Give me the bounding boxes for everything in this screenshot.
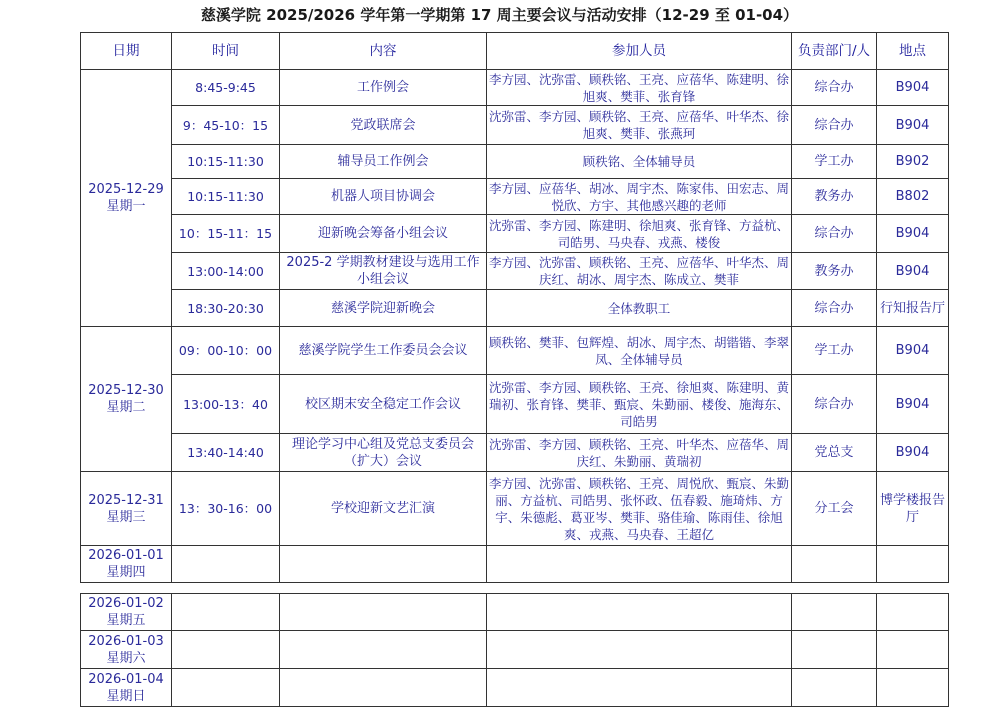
table-row: [81, 145, 949, 179]
table-row: [81, 472, 949, 546]
header-dept: 负责部门/人: [792, 33, 877, 70]
time-cell: 8:45-9:45: [172, 70, 280, 106]
participants-cell: 顾秩铭、全体辅导员: [487, 145, 792, 179]
participants-cell: 全体教职工: [487, 290, 792, 327]
dept-cell: 分工会: [792, 472, 877, 546]
weekday-text: 星期三: [106, 509, 146, 525]
date-text: 2026-01-02: [88, 596, 164, 611]
dept-cell: 综合办: [792, 215, 877, 253]
time-cell: 18:30-20:30: [172, 290, 280, 327]
table-row: [81, 253, 949, 290]
place-cell: B904: [877, 253, 949, 290]
date-text: 2026-01-03: [88, 633, 164, 649]
dept-cell: 综合办: [792, 375, 877, 434]
participants-cell: 沈弥雷、李方园、顾秩铭、王亮、叶华杰、应蓓华、周庆红、朱勤丽、黄瑞初: [487, 434, 792, 472]
place-cell: B904: [877, 327, 949, 375]
place-cell: 博学楼报告厅: [877, 472, 949, 546]
time-cell: 10：15-11：15: [172, 215, 280, 253]
weekday-text: 星期五: [106, 613, 146, 628]
place-cell: 行知报告厅: [877, 290, 949, 327]
time-cell: 13:00-14:00: [172, 253, 280, 290]
table-row: [81, 70, 949, 106]
date-text: 2026-01-04: [88, 671, 164, 687]
dept-cell: 教务办: [792, 179, 877, 215]
table-row: [81, 546, 949, 583]
content-cell: 学校迎新文艺汇演: [280, 472, 487, 546]
empty-cell: [280, 594, 487, 631]
date-cell: [81, 70, 172, 327]
participants-cell: 李方园、应蓓华、胡冰、周宇杰、陈家伟、田宏志、周悦欣、方宇、其他感兴趣的老师: [487, 179, 792, 215]
empty-cell: [487, 669, 792, 707]
header-content: 内容: [280, 33, 487, 70]
empty-cell: [877, 594, 949, 631]
date-cell: [81, 594, 172, 631]
empty-cell: [172, 594, 280, 631]
date-text: 2025-12-30: [88, 383, 164, 398]
time-cell: 13:00-13：40: [172, 375, 280, 434]
dept-cell: 综合办: [792, 70, 877, 106]
empty-cell: [487, 594, 792, 631]
empty-cell: [792, 546, 877, 583]
place-cell: B802: [877, 179, 949, 215]
date-text: 2025-12-31: [88, 492, 164, 508]
time-cell: 09：00-10：00: [172, 327, 280, 375]
time-cell: 10:15-11:30: [172, 179, 280, 215]
empty-cell: [280, 669, 487, 707]
table-row: [81, 215, 949, 253]
dept-cell: 教务办: [792, 253, 877, 290]
table-row: [81, 179, 949, 215]
header-row: [81, 33, 949, 70]
empty-cell: [487, 631, 792, 669]
content-cell: 工作例会: [280, 70, 487, 106]
participants-cell: 李方园、沈弥雷、顾秩铭、王亮、应蓓华、叶华杰、周庆红、胡冰、周宇杰、陈成立、樊菲: [487, 253, 792, 290]
content-cell: 党政联席会: [280, 106, 487, 145]
place-cell: B902: [877, 145, 949, 179]
participants-cell: 沈弥雷、李方园、陈建明、徐旭爽、张育锋、方益杭、司皓男、马央春、戎燕、楼俊: [487, 215, 792, 253]
date-cell: [81, 327, 172, 472]
date-text: 2026-01-01: [88, 548, 164, 563]
table-row: [81, 631, 949, 669]
dept-cell: 学工办: [792, 327, 877, 375]
place-cell: B904: [877, 70, 949, 106]
empty-cell: [877, 546, 949, 583]
date-cell: [81, 472, 172, 546]
date-cell: [81, 669, 172, 707]
place-cell: B904: [877, 215, 949, 253]
date-text: 2025-12-29: [88, 182, 164, 197]
header-date: 日期: [81, 33, 172, 70]
empty-cell: [792, 594, 877, 631]
empty-cell: [792, 669, 877, 707]
date-cell: [81, 546, 172, 583]
empty-cell: [877, 631, 949, 669]
dept-cell: 党总支: [792, 434, 877, 472]
place-cell: B904: [877, 106, 949, 145]
content-cell: 迎新晚会筹备小组会议: [280, 215, 487, 253]
time-cell: 13:40-14:40: [172, 434, 280, 472]
dept-cell: 学工办: [792, 145, 877, 179]
participants-cell: 李方园、沈弥雷、顾秩铭、王亮、应蓓华、陈建明、徐旭爽、樊菲、张育锋: [487, 70, 792, 106]
header-participants: 参加人员: [487, 33, 792, 70]
weekday-text: 星期四: [106, 565, 146, 580]
table-row: [81, 669, 949, 707]
empty-cell: [487, 546, 792, 583]
dept-cell: 综合办: [792, 106, 877, 145]
weekday-text: 星期六: [106, 650, 146, 666]
participants-cell: 顾秩铭、樊菲、包辉煌、胡冰、周宇杰、胡锴锴、李翠凤、全体辅导员: [487, 327, 792, 375]
table-row: [81, 290, 949, 327]
empty-cell: [280, 546, 487, 583]
content-cell: 慈溪学院迎新晚会: [280, 290, 487, 327]
place-cell: B904: [877, 375, 949, 434]
table-row: [81, 106, 949, 145]
content-cell: 慈溪学院学生工作委员会会议: [280, 327, 487, 375]
time-cell: 9：45-10：15: [172, 106, 280, 145]
table-row: [81, 375, 949, 434]
schedule-table: [80, 32, 949, 583]
weekday-text: 星期日: [106, 688, 146, 704]
place-cell: B904: [877, 434, 949, 472]
participants-cell: 沈弥雷、李方园、顾秩铭、王亮、徐旭爽、陈建明、黄瑞初、张育锋、樊菲、甄宸、朱勤丽、楼俊、施海东、司皓男: [487, 375, 792, 434]
participants-cell: 沈弥雷、李方园、顾秩铭、王亮、应蓓华、叶华杰、徐旭爽、樊菲、张燕珂: [487, 106, 792, 145]
table-row: [81, 594, 949, 631]
time-cell: 13：30-16：00: [172, 472, 280, 546]
schedule-table-continued: [80, 593, 949, 707]
content-cell: 校区期末安全稳定工作会议: [280, 375, 487, 434]
page-title: 慈溪学院 2025/2026 学年第一学期第 17 周主要会议与活动安排（12-29 至 01-04）: [200, 6, 799, 24]
content-cell: 2025-2 学期教材建设与选用工作小组会议: [280, 253, 487, 290]
empty-cell: [172, 631, 280, 669]
participants-cell: 李方园、沈弥雷、顾秩铭、王亮、周悦欣、甄宸、朱勤丽、方益杭、司皓男、张怀政、伍春毅、施琦炜、方宇、朱德彪、葛亚岑、樊菲、骆佳瑜、陈雨佳、徐旭爽、戎燕、马央春、王超亿: [487, 472, 792, 546]
header-time: 时间: [172, 33, 280, 70]
table-row: [81, 434, 949, 472]
empty-cell: [280, 631, 487, 669]
time-cell: 10:15-11:30: [172, 145, 280, 179]
table-row: [81, 327, 949, 375]
weekday-text: 星期二: [106, 400, 146, 415]
empty-cell: [172, 546, 280, 583]
content-cell: 辅导员工作例会: [280, 145, 487, 179]
weekday-text: 星期一: [106, 199, 146, 214]
content-cell: 机器人项目协调会: [280, 179, 487, 215]
date-cell: [81, 631, 172, 669]
header-place: 地点: [877, 33, 949, 70]
empty-cell: [172, 669, 280, 707]
empty-cell: [877, 669, 949, 707]
dept-cell: 综合办: [792, 290, 877, 327]
content-cell: 理论学习中心组及党总支委员会（扩大）会议: [280, 434, 487, 472]
empty-cell: [792, 631, 877, 669]
